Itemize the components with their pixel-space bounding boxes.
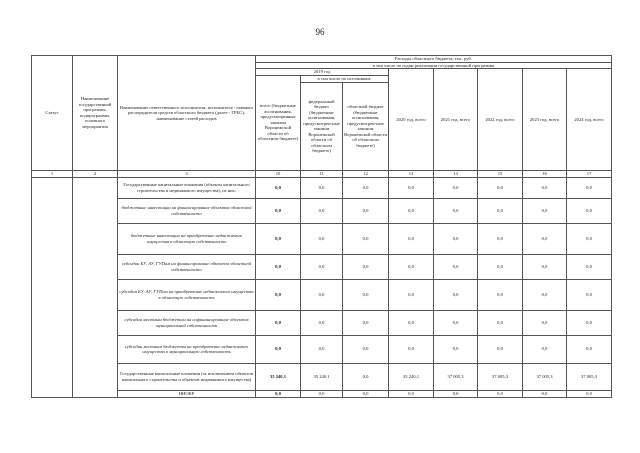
table-row [32,223,612,254]
value-cell: 0,0 [478,177,523,198]
column-number: 15 [478,170,523,177]
column-number: 1 [32,170,73,177]
value-cell: 0,0 [567,254,612,279]
value-cell: 0,0 [523,279,567,310]
value-cell: 0,0 [301,223,343,254]
value-cell: 0,0 [256,177,301,198]
value-cell: 0,0 [523,177,567,198]
header-col-regional: областной бюджет (бюджетные ассигнования, предусмотрен-ные законом Воронежской области об областном бюджете) [343,82,389,170]
header-col-2024: 2024 год, всего [567,69,612,171]
value-cell: 0,0 [256,198,301,223]
row-label: Государственные капитальные вложения (за исключением объектов капитального строительства и объектов недвижимого имущества) [118,363,256,390]
value-cell: 0,0 [478,223,523,254]
value-cell: 0,0 [523,198,567,223]
table-row [32,177,612,198]
header-col-2023: 2023 год, всего [523,69,567,171]
value-cell: 0,0 [256,279,301,310]
row-label: бюджетные инвестиции на финансирование объектов областной собственности [118,198,256,223]
value-cell: 0,0 [389,177,434,198]
value-cell: 0,0 [256,254,301,279]
row-label: НИОКР [118,390,256,397]
column-number: 16 [523,170,567,177]
header-col-federal: федеральный бюджет (бюджетные ассигнования, предусмотрен-ные законом Воронежской области об областном бюджете) [301,82,343,170]
value-cell: 0,0 [389,335,434,363]
value-cell: 37 005,3 [478,363,523,390]
value-cell: 0,0 [256,310,301,335]
value-cell: 0,0 [343,390,389,397]
value-cell: 0,0 [343,363,389,390]
table-row [32,390,612,397]
table-row [32,279,612,310]
status-cell [32,177,73,397]
column-number: 3 [118,170,256,177]
value-cell: 35 240,1 [389,363,434,390]
header-col-total: всего (бюджетные ассигнования, предусмотренные законом Воронежской области об областном бюджете) [256,75,301,170]
value-cell: 0,0 [434,198,478,223]
value-cell: 0,0 [389,198,434,223]
page-number: 96 [315,27,325,37]
column-numbers-row [32,170,612,177]
program-name-cell [73,177,118,397]
value-cell: 0,0 [343,335,389,363]
value-cell: 35 240,1 [301,363,343,390]
value-cell: 0,0 [567,390,612,397]
header-col-2020: 2020 год, всего [389,69,434,171]
table-row [32,335,612,363]
value-cell: 0,0 [478,310,523,335]
value-cell: 37 005,3 [523,363,567,390]
column-number: 13 [389,170,434,177]
column-number: 10 [256,170,301,177]
row-label: бюджетные инвестиции на приобретение недвижимого имущества в областную собственность [118,223,256,254]
value-cell: 35 240,1 [256,363,301,390]
header-expenses-title: Расходы областного бюджета, тыс. руб. [256,56,612,63]
value-cell: 0,0 [301,198,343,223]
column-number: 11 [301,170,343,177]
header-col-2022: 2022 год, всего [478,69,523,171]
header-by-sources: в том числе по источникам: [301,75,389,82]
value-cell: 0,0 [301,279,343,310]
value-cell: 0,0 [256,390,301,397]
header-col-2021: 2021 год, всего [434,69,478,171]
header-year-2019: 2019 год [256,69,389,76]
column-number: 12 [343,170,389,177]
value-cell: 0,0 [434,390,478,397]
value-cell: 0,0 [343,254,389,279]
value-cell: 0,0 [343,310,389,335]
value-cell: 0,0 [523,335,567,363]
value-cell: 37 005,3 [567,363,612,390]
value-cell: 0,0 [478,254,523,279]
value-cell: 0,0 [301,177,343,198]
value-cell: 0,0 [301,310,343,335]
header-program-name: Наименование государственной программы, подпрограммы, основного мероприятия [73,56,118,171]
value-cell: 0,0 [523,254,567,279]
value-cell: 0,0 [567,198,612,223]
row-label: Государственные капитальные вложения (объекты капитального строительства и недвижимого имущества), из них: [118,177,256,198]
value-cell: 0,0 [301,335,343,363]
value-cell: 0,0 [389,254,434,279]
value-cell: 0,0 [434,335,478,363]
value-cell: 0,0 [523,390,567,397]
value-cell: 0,0 [389,310,434,335]
value-cell: 0,0 [478,335,523,363]
value-cell: 0,0 [389,279,434,310]
value-cell: 0,0 [567,279,612,310]
column-number: 2 [73,170,118,177]
value-cell: 0,0 [343,223,389,254]
value-cell: 0,0 [389,223,434,254]
row-label: субсидии БУ, АУ, ГУПам на приобретение недвижимого имущества в областную собственность [118,279,256,310]
table-body [32,177,612,397]
header-by-years: в том числе по годам реализации государственной программы [256,62,612,69]
value-cell: 0,0 [567,335,612,363]
value-cell: 37 005,3 [434,363,478,390]
value-cell: 0,0 [343,177,389,198]
value-cell: 0,0 [567,177,612,198]
table-row [32,310,612,335]
value-cell: 0,0 [301,390,343,397]
value-cell: 0,0 [523,310,567,335]
value-cell: 0,0 [567,223,612,254]
value-cell: 0,0 [434,279,478,310]
value-cell: 0,0 [301,254,343,279]
row-label: субсидии местным бюджетам на софинансирование объектов муниципальной собственности [118,310,256,335]
table-row [32,254,612,279]
value-cell: 0,0 [434,223,478,254]
value-cell: 0,0 [523,223,567,254]
value-cell: 0,0 [343,279,389,310]
value-cell: 0,0 [343,198,389,223]
budget-table [31,55,612,398]
value-cell: 0,0 [389,390,434,397]
value-cell: 0,0 [434,177,478,198]
row-label: субсидии местным бюджетам на приобретение недвижимого имущества в муниципальную собственность [118,335,256,363]
header-executor: Наименование ответственного исполнителя, исполнителя - главного распорядителя средств областного бюджета (далее - ГРБС), наименование статей расходов [118,56,256,171]
value-cell: 0,0 [256,335,301,363]
value-cell: 0,0 [434,310,478,335]
value-cell: 0,0 [567,310,612,335]
value-cell: 0,0 [478,390,523,397]
column-number: 17 [567,170,612,177]
table-row [32,363,612,390]
table-row [32,198,612,223]
value-cell: 0,0 [256,223,301,254]
row-label: субсидии БУ, АУ, ГУПам на финансирование объектов областной собственности [118,254,256,279]
header-status: Статус [32,56,73,171]
value-cell: 0,0 [478,279,523,310]
value-cell: 0,0 [478,198,523,223]
value-cell: 0,0 [434,254,478,279]
column-number: 14 [434,170,478,177]
